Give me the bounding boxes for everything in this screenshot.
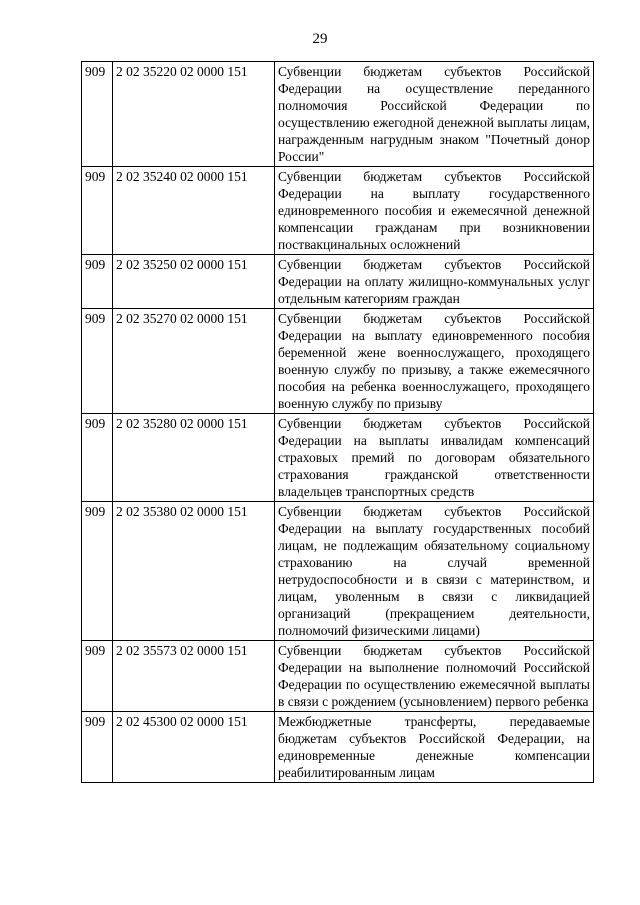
table-row [82, 62, 594, 167]
income-name-cell: Субвенции бюджетам субъектов Российской Федерации на выполнение полномочий Российской Федерации по осуществлению ежемесячной выплаты в связи с рождением (усыновлением) первого ребенка [275, 641, 594, 712]
table-row [82, 167, 594, 255]
income-name-cell: Субвенции бюджетам субъектов Российской Федерации на осуществление переданного полномочия Российской Федерации по осуществлению ежегодной денежной выплаты лицам, награжденным нагрудным знаком "Почетный донор России" [275, 62, 594, 167]
budget-code-cell: 2 02 35573 02 0000 151 [113, 641, 275, 712]
table-row [82, 255, 594, 309]
budget-code-cell: 2 02 35240 02 0000 151 [113, 167, 275, 255]
income-name-cell: Субвенции бюджетам субъектов Российской Федерации на выплаты инвалидам компенсаций страховых премий по договорам обязательного страхования гражданской ответственности владельцев транспортных средств [275, 414, 594, 502]
admin-code-cell: 909 [82, 62, 113, 167]
budget-code-cell: 2 02 35220 02 0000 151 [113, 62, 275, 167]
admin-code-cell: 909 [82, 712, 113, 783]
admin-code-cell: 909 [82, 414, 113, 502]
income-name-cell: Субвенции бюджетам субъектов Российской Федерации на выплату единовременного пособия беременной жене военнослужащего, проходящего военную службу по призыву, а также ежемесячного пособия на ребенка военнослужащего, проходящего военную службу по призыву [275, 309, 594, 414]
table-row [82, 641, 594, 712]
admin-code-cell: 909 [82, 309, 113, 414]
budget-code-cell: 2 02 35380 02 0000 151 [113, 502, 275, 641]
admin-code-cell: 909 [82, 641, 113, 712]
admin-code-cell: 909 [82, 502, 113, 641]
income-name-cell: Субвенции бюджетам субъектов Российской Федерации на оплату жилищно-коммунальных услуг отдельным категориям граждан [275, 255, 594, 309]
income-name-cell: Межбюджетные трансферты, передаваемые бюджетам субъектов Российской Федерации, на единовременные денежные компенсации реабилитированным лицам [275, 712, 594, 783]
income-name-cell: Субвенции бюджетам субъектов Российской Федерации на выплату государственных пособий лицам, не подлежащим обязательному социальному страхованию на случай временной нетрудоспособности и в связи с материнством, и лицам, уволенным в связи с ликвидацией организаций (прекращением деятельности, полномочий физическими лицами) [275, 502, 594, 641]
admin-code-cell: 909 [82, 167, 113, 255]
page-number: 29 [312, 31, 328, 47]
table-row [82, 712, 594, 783]
budget-code-cell: 2 02 45300 02 0000 151 [113, 712, 275, 783]
table-row [82, 502, 594, 641]
table-row [82, 414, 594, 502]
budget-code-cell: 2 02 35250 02 0000 151 [113, 255, 275, 309]
admin-code-cell: 909 [82, 255, 113, 309]
income-name-cell: Субвенции бюджетам субъектов Российской Федерации на выплату государственного единовременного пособия и ежемесячной денежной компенсации гражданам при возникновении поствакцинальных осложнений [275, 167, 594, 255]
table-row [82, 309, 594, 414]
budget-code-cell: 2 02 35270 02 0000 151 [113, 309, 275, 414]
budget-classification-table [81, 61, 594, 783]
budget-code-cell: 2 02 35280 02 0000 151 [113, 414, 275, 502]
